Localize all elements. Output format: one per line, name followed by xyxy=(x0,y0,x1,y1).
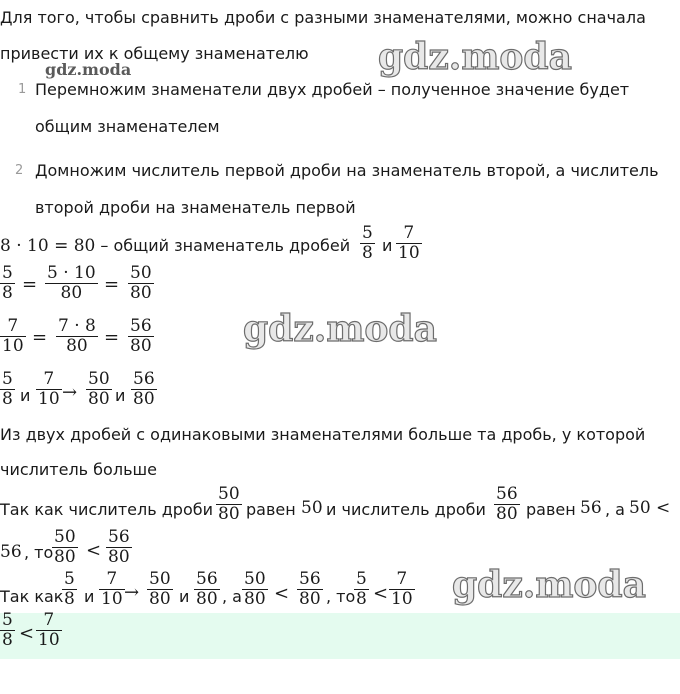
compare-value-3: 50 < xyxy=(629,498,671,518)
equals-sign: = xyxy=(32,327,48,348)
fraction: 7 10 xyxy=(38,369,60,409)
fraction: 7 10 xyxy=(398,223,420,263)
fraction: 50 80 xyxy=(130,263,152,303)
common-expression: 8 · 10 = 80 xyxy=(0,236,96,256)
fraction: 7 10 xyxy=(2,316,24,356)
answer-box xyxy=(0,610,680,659)
fraction: 50 80 xyxy=(88,369,110,409)
fraction: 5 8 xyxy=(64,569,75,609)
fraction: 7 10 xyxy=(38,610,60,650)
watermark-small: gdz.moda xyxy=(45,60,132,79)
compare-value-4: 56 xyxy=(0,542,22,562)
equals-sign: = xyxy=(104,274,120,295)
conjunction: и xyxy=(115,386,126,405)
step-2-line-2: второй дроби на знаменатель первой xyxy=(35,198,356,217)
fraction: 56 80 xyxy=(130,316,152,356)
fraction: 5 8 xyxy=(2,610,13,650)
compare-text-6: , то xyxy=(24,543,54,562)
conjunction: и xyxy=(179,587,190,606)
compare-text-5: , а xyxy=(605,500,625,519)
fraction: 5 8 xyxy=(2,369,13,409)
compare-text-4: равен xyxy=(526,500,576,519)
step-2-line-1: Домножим числитель первой дроби на знаменатель второй, а числитель xyxy=(35,161,659,180)
step-1-line-2: общим знаменателем xyxy=(35,117,220,136)
fraction: 50 80 xyxy=(244,569,266,609)
fraction: 56 80 xyxy=(299,569,321,609)
less-than-sign: < xyxy=(373,583,389,604)
step-number: 1 xyxy=(18,82,27,97)
arrow-icon: → xyxy=(62,382,78,403)
intro-line-2: привести их к общему знаменателю xyxy=(0,44,309,63)
fraction: 50 80 xyxy=(54,527,76,567)
equals-sign: = xyxy=(104,327,120,348)
step-1-line-1: Перемножим знаменатели двух дробей – полученное значение будет xyxy=(35,80,630,99)
watermark-bottom: gdz.moda xyxy=(452,564,646,606)
arrow-icon: → xyxy=(124,582,140,603)
watermark-top: gdz.moda xyxy=(378,36,572,78)
less-than-sign: < xyxy=(86,540,102,561)
common-denominator-text xyxy=(0,236,350,256)
fraction: 5 8 xyxy=(356,569,367,609)
fraction: 7 10 xyxy=(391,569,413,609)
fraction: 5 8 xyxy=(362,223,373,263)
conclusion-text-2: , а xyxy=(222,587,242,606)
fraction: 5 · 10 80 xyxy=(47,263,96,303)
compare-text-3: и числитель дроби xyxy=(326,500,486,519)
fraction: 56 80 xyxy=(108,527,130,567)
fraction: 56 80 xyxy=(196,569,218,609)
less-than-sign: < xyxy=(19,623,35,644)
fraction: 7 10 xyxy=(101,569,123,609)
fraction: 56 80 xyxy=(496,484,518,524)
fraction: 50 80 xyxy=(218,484,240,524)
conclusion-text-3: , то xyxy=(326,587,356,606)
fraction: 5 8 xyxy=(2,263,13,303)
equals-sign: = xyxy=(22,274,38,295)
compare-value-1: 50 xyxy=(301,498,323,518)
intro-line-1: Для того, чтобы сравнить дроби с разными знаменателями, можно сначала xyxy=(0,8,646,27)
compare-text-1: Так как числитель дроби xyxy=(0,500,213,519)
fraction: 7 · 8 80 xyxy=(58,316,96,356)
conclusion-text-1: Так как xyxy=(0,587,64,606)
fraction: 56 80 xyxy=(133,369,155,409)
rule-line-2: числитель больше xyxy=(0,460,157,479)
step-number: 2 xyxy=(15,163,24,178)
conjunction: и xyxy=(382,236,393,255)
fraction: 50 80 xyxy=(149,569,171,609)
less-than-sign: < xyxy=(274,583,290,604)
conjunction: и xyxy=(84,587,95,606)
watermark-middle: gdz.moda xyxy=(243,308,437,350)
compare-value-2: 56 xyxy=(580,498,602,518)
common-text: – общий знаменатель дробей xyxy=(95,236,351,255)
rule-line-1: Из двух дробей с одинаковыми знаменателями больше та дробь, у которой xyxy=(0,425,646,444)
conjunction: и xyxy=(20,386,31,405)
compare-text-2: равен xyxy=(246,500,296,519)
